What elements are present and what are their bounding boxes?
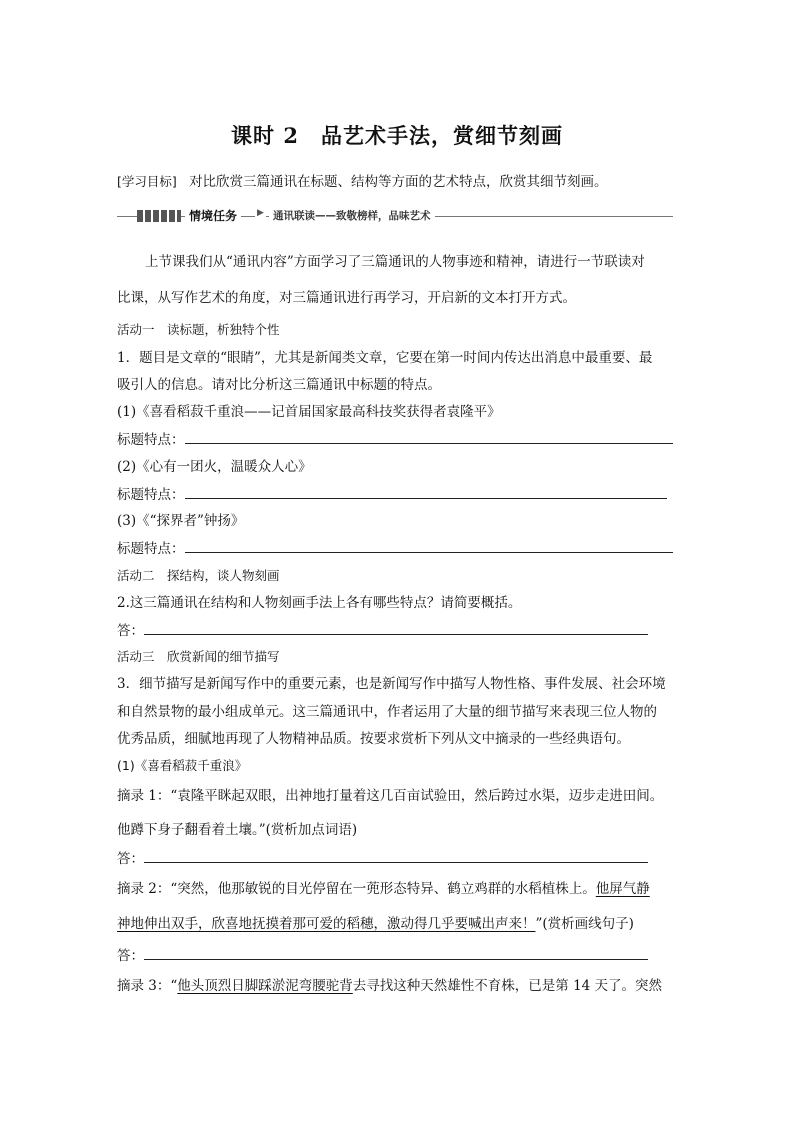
activity-3-heading: 活动三 欣赏新闻的细节描写	[117, 649, 280, 664]
page-title: 课时 2 品艺术手法，赏细节刻画	[231, 123, 563, 148]
banner-arrow-icon: ▶	[257, 208, 264, 218]
excerpt-2-underlined-b: 神地伸出双手，欣喜地抚摸着那可爱的稻穗，激动得几乎要喊出声来！	[117, 916, 536, 932]
answer-blank-1[interactable]	[185, 429, 673, 444]
q1-answer-3	[117, 538, 673, 559]
q2-text: 2.这三篇通讯在结构和人物刻画手法上各有哪些特点？请简要概括。	[117, 595, 522, 611]
learning-goal-label: [学习目标]	[117, 174, 177, 189]
banner-blocks-icon	[137, 210, 181, 222]
banner-subtitle: 通讯联读——致敬榜样，品味艺术	[269, 208, 435, 223]
q3-sub-title: (1)《喜看稻菽千重浪》	[117, 758, 248, 773]
excerpt-1-line-1: 摘录 1：“袁隆平眯起双眼，出神地打量着这几百亩试验田，然后跨过水渠，迈步走进田间。	[117, 788, 664, 804]
intro-line-1: 上节课我们从“通讯内容”方面学习了三篇通讯的人物事迹和精神，请进行一节联读对	[145, 254, 645, 270]
q1-line-1: 1．题目是文章的“眼睛”，尤其是新闻类文章，它要在第一时间内传达出消息中最重要、最	[117, 350, 653, 366]
excerpt-1-answer	[117, 848, 648, 869]
answer-label: 标题特点：	[117, 541, 185, 557]
excerpt-2-line-1	[117, 879, 650, 899]
answer-label: 标题特点：	[117, 487, 185, 503]
answer-blank-3[interactable]	[185, 538, 673, 553]
q2-answer	[117, 620, 648, 641]
q1-line-2: 吸引人的信息。请对比分析这三篇通讯中标题的特点。	[117, 377, 441, 393]
answer-blank-q2[interactable]	[144, 620, 648, 635]
excerpt-2-answer	[117, 945, 648, 966]
q1-answer-1	[117, 429, 673, 450]
q1-item-3: (3)《“探界者”钟扬》	[117, 513, 245, 529]
answer-label: 答：	[117, 623, 144, 639]
excerpt-3-text-c: 去寻找这种天然雄性不育株，已是第 14 天了。突然	[352, 978, 663, 994]
answer-label: 答：	[117, 948, 144, 964]
banner-label: 情境任务	[185, 207, 241, 224]
answer-blank-2[interactable]	[185, 484, 667, 499]
excerpt-2-underlined-a: 他屏气静	[595, 881, 650, 897]
activity-1-heading: 活动一 读标题，析独特个性	[117, 322, 280, 337]
excerpt-2-line-2	[117, 914, 634, 934]
excerpt-3-line-1	[117, 976, 662, 996]
activity-2-heading: 活动二 探结构，谈人物刻画	[117, 568, 280, 583]
q1-item-1: (1)《喜看稻菽千重浪——记首届国家最高科技奖获得者袁隆平》	[117, 404, 501, 420]
answer-blank-excerpt-2[interactable]	[144, 945, 648, 960]
task-banner	[117, 206, 673, 226]
excerpt-2-text-b: ”(赏析画线句子)	[535, 916, 634, 932]
answer-blank-excerpt-1[interactable]	[144, 848, 648, 863]
intro-line-2: 比课，从写作艺术的角度，对三篇通讯进行再学习，开启新的文本打开方式。	[117, 290, 576, 306]
excerpt-3-text-a: 摘录 3：“	[117, 978, 178, 994]
q1-answer-2	[117, 484, 667, 505]
excerpt-3-underlined: 他头顶烈日脚踩淤泥弯腰驼背	[177, 978, 353, 994]
learning-goal	[117, 172, 608, 192]
answer-label: 答：	[117, 851, 144, 867]
q3-line-3: 优秀品质，细腻地再现了人物精神品质。按要求赏析下列从文中摘录的一些经典语句。	[117, 731, 630, 747]
excerpt-1-line-2: 他蹲下身子翻看着土壤。”(赏析加点词语)	[117, 822, 358, 838]
learning-goal-text: 对比欣赏三篇通讯在标题、结构等方面的艺术特点，欣赏其细节刻画。	[189, 174, 608, 190]
q3-line-2: 和自然景物的最小组成单元。这三篇通讯中，作者运用了大量的细节描写来表现三位人物的	[117, 704, 657, 720]
q1-item-2: (2)《心有一团火，温暖众人心》	[117, 459, 312, 475]
excerpt-2-text-a: 摘录 2：“突然，他那敏锐的目光停留在一蔸形态特异、鹤立鸡群的水稻植株上。	[117, 881, 596, 897]
q3-line-1: 3．细节描写是新闻写作中的重要元素，也是新闻写作中描写人物性格、事件发展、社会环境	[117, 676, 666, 692]
answer-label: 标题特点：	[117, 432, 185, 448]
